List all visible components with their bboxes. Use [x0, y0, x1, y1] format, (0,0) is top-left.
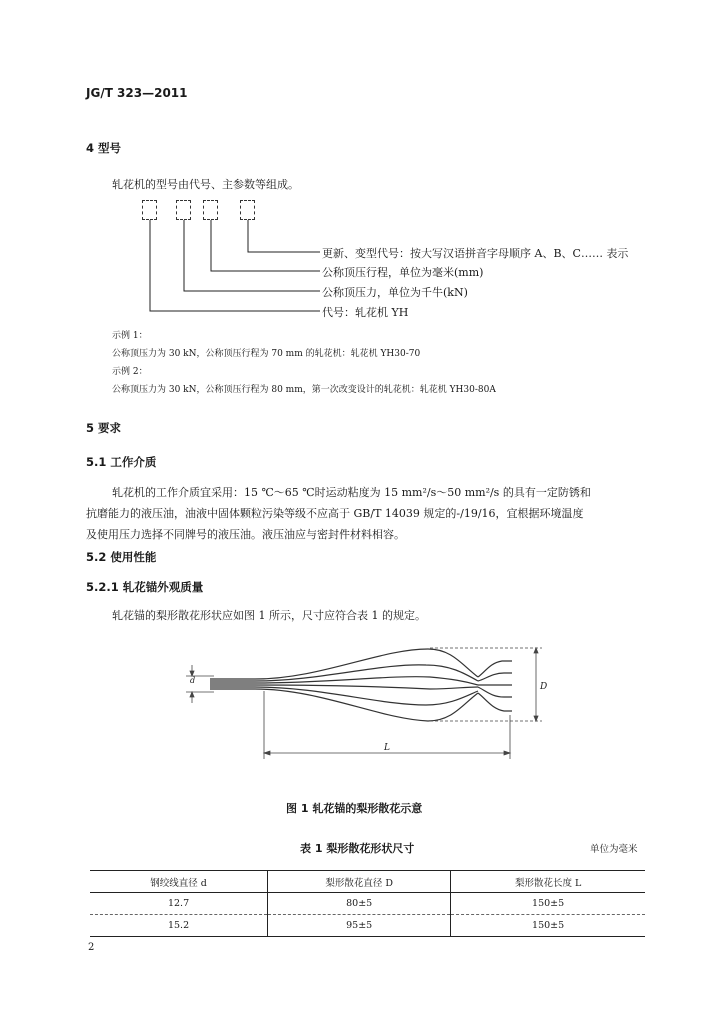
section-5-1-heading: 5.1 工作介质 — [86, 455, 157, 469]
dim-label-D: D — [540, 682, 548, 692]
code-leader-lines — [0, 0, 724, 330]
figure-1-caption: 图 1 轧花锚的梨形散花示意 — [286, 802, 423, 815]
figure-1-drawing — [180, 635, 560, 775]
section-5-2-1-text: 轧花锚的梨形散花形状应如图 1 所示，尺寸应符合表 1 的规定。 — [112, 609, 426, 622]
section-5-1-line-1: 轧花机的工作介质宜采用：15 ℃～65 ℃时运动粘度为 15 mm²/s～50 mm²/s 的具有一定防锈和 — [112, 486, 591, 499]
table-cell: 95±5 — [268, 915, 451, 937]
table-cell: 80±5 — [268, 893, 451, 915]
table-cell: 12.7 — [90, 893, 268, 915]
code-label-force: 公称顶压力，单位为千牛(kN) — [322, 286, 468, 299]
code-label-code: 代号：轧花机 YH — [322, 306, 409, 319]
section-5-1-line-2: 抗磨能力的液压油，油液中固体颗粒污染等级不应高于 GB/T 14039 规定的-/19/16，宜根据环境温度 — [86, 507, 584, 520]
table-header-cell: 梨形散花直径 D — [268, 871, 451, 893]
example-2-text: 公称顶压力为 30 kN，公称顶压行程为 80 mm，第一次改变设计的轧花机：轧花机 YH30-80A — [112, 385, 496, 395]
table-row — [90, 893, 645, 915]
example-1-text: 公称顶压力为 30 kN，公称顶压行程为 70 mm 的轧花机：轧花机 YH30-70 — [112, 349, 421, 359]
strand-wires — [210, 649, 512, 721]
code-label-stroke: 公称顶压行程，单位为毫米(mm) — [322, 266, 484, 279]
example-2-title: 示例 2： — [112, 367, 148, 377]
dim-label-L: L — [384, 743, 390, 753]
dim-label-d: d — [190, 676, 196, 685]
section-5-2-1-heading: 5.2.1 轧花锚外观质量 — [86, 580, 204, 594]
section-5-heading: 5 要求 — [86, 421, 122, 435]
page-number: 2 — [88, 942, 95, 953]
section-4-heading: 4 型号 — [86, 141, 122, 155]
dimension-lines — [186, 648, 542, 759]
table-row — [90, 915, 645, 937]
table-cell: 150±5 — [451, 893, 645, 915]
table-header-row — [90, 871, 645, 893]
standard-number: JG/T 323—2011 — [86, 86, 188, 100]
table-cell: 15.2 — [90, 915, 268, 937]
section-5-2-heading: 5.2 使用性能 — [86, 550, 157, 564]
section-5-1-line-3: 及使用压力选择不同牌号的液压油。液压油应与密封件材料相容。 — [86, 528, 405, 541]
section-4-intro: 轧花机的型号由代号、主参数等组成。 — [112, 178, 299, 191]
table-cell: 150±5 — [451, 915, 645, 937]
table-header-cell: 钢绞线直径 d — [90, 871, 268, 893]
table-1-unit: 单位为毫米 — [590, 844, 638, 855]
table-1 — [90, 870, 645, 937]
table-1-title: 表 1 梨形散花形状尺寸 — [300, 842, 415, 855]
table-header-cell: 梨形散花长度 L — [451, 871, 645, 893]
code-label-revision: 更新、变型代号：按大写汉语拼音字母顺序 A、B、C…… 表示 — [322, 247, 629, 260]
example-1-title: 示例 1： — [112, 331, 148, 341]
